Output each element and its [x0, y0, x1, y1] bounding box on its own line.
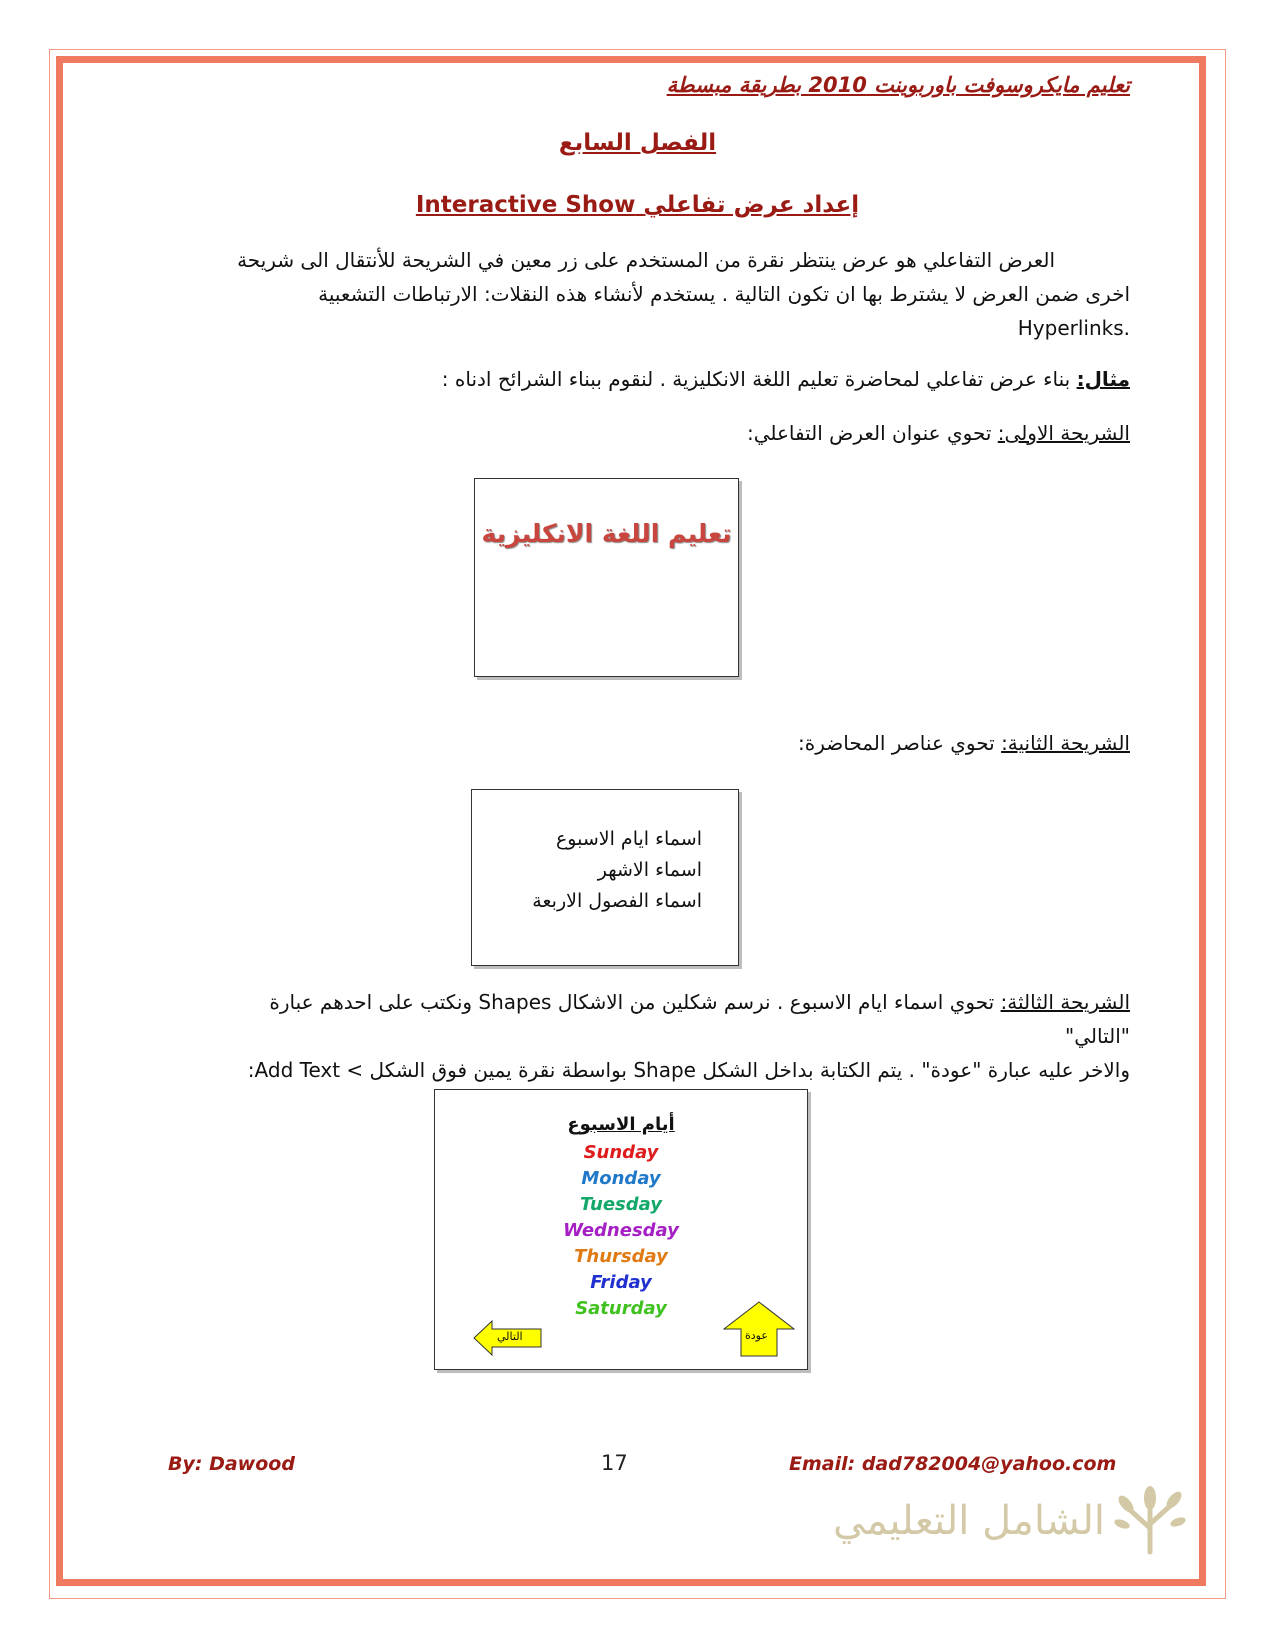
tree-logo-icon — [1112, 1480, 1188, 1556]
slide1-label: الشريحة الاولى: — [997, 421, 1130, 445]
intro-line-2: اخرى ضمن العرض لا يشترط بها ان تكون التالية . يستخدم لأنشاء هذه النقلات: الارتباطات التشعبية — [318, 282, 1130, 306]
slide2-caption — [200, 726, 1130, 760]
example-text: بناء عرض تفاعلي لمحاضرة تعليم اللغة الانكليزية . لنقوم ببناء الشرائح ادناه : — [441, 367, 1077, 391]
day-saturday: Saturday — [575, 1298, 667, 1319]
slide2-item: اسماء ايام الاسبوع — [555, 828, 702, 850]
watermark-text: الشامل التعليمي — [832, 1498, 1105, 1544]
slide2-item: اسماء الفصول الاربعة — [532, 890, 702, 912]
slide3-label: الشريحة الثالثة: — [1000, 990, 1130, 1014]
slide2-list — [532, 824, 702, 917]
slide1-caption — [200, 416, 1130, 450]
day-sunday: Sunday — [583, 1142, 659, 1163]
watermark-logo — [1112, 1480, 1188, 1556]
slide1-preview-title: تعليم اللغة الانكليزية — [481, 519, 732, 548]
slide2-item: اسماء الاشهر — [597, 859, 702, 881]
slide2-preview — [471, 789, 739, 966]
slide3-line-2: والاخر عليه عبارة "عودة" . يتم الكتابة بداخل الشكل Shape بواسطة نقرة يمين فوق الشكل > Add Text: — [247, 1058, 1130, 1082]
footer-email: Email: dad782004@yahoo.com — [789, 1453, 1117, 1475]
slide3-preview — [434, 1089, 808, 1370]
day-friday: Friday — [590, 1272, 652, 1293]
slide3-line-1-text: تحوي اسماء ايام الاسبوع . نرسم شكلين من الاشكال Shapes ونكتب على احدهم عبارة "التالي" — [269, 990, 1130, 1048]
chapter-title: الفصل السابع — [558, 130, 717, 156]
slide3-preview-heading: أيام الاسبوع — [567, 1114, 675, 1135]
day-tuesday: Tuesday — [580, 1194, 662, 1215]
slide2-label: الشريحة الثانية: — [1001, 731, 1130, 755]
day-wednesday: Wednesday — [563, 1220, 679, 1241]
back-arrow-label: عودة — [745, 1329, 768, 1342]
page-number: 17 — [601, 1451, 628, 1475]
intro-paragraph — [200, 243, 1130, 345]
section-title-ar: إعداد عرض تفاعلي — [643, 192, 860, 218]
section-title — [0, 192, 1275, 218]
footer-author: By: Dawood — [168, 1453, 295, 1475]
day-monday: Monday — [581, 1168, 661, 1189]
intro-line-3: .Hyperlinks — [1017, 316, 1130, 340]
next-arrow-label: التالي — [497, 1330, 523, 1343]
day-thursday: Thursday — [574, 1246, 668, 1267]
example-label: مثال: — [1076, 367, 1130, 391]
slide3-line-1 — [200, 985, 1130, 1053]
back-arrow-shape[interactable] — [723, 1301, 795, 1357]
slide1-preview — [474, 478, 739, 677]
slide3-caption — [200, 985, 1130, 1087]
section-title-en: Interactive Show — [415, 192, 636, 218]
slide2-text: تحوي عناصر المحاضرة: — [797, 731, 1002, 755]
next-arrow-shape[interactable] — [473, 1320, 543, 1356]
slide1-text: تحوي عنوان العرض التفاعلي: — [746, 421, 998, 445]
intro-line-1: العرض التفاعلي هو عرض ينتظر نقرة من المستخدم على زر معين في الشريحة للأنتقال الى شريحة — [237, 248, 1055, 272]
days-list — [435, 1140, 807, 1322]
example-line — [200, 362, 1130, 396]
header-title: تعليم مايكروسوفت باوربوينت 2010 بطريقة مبسطة — [666, 73, 1130, 97]
